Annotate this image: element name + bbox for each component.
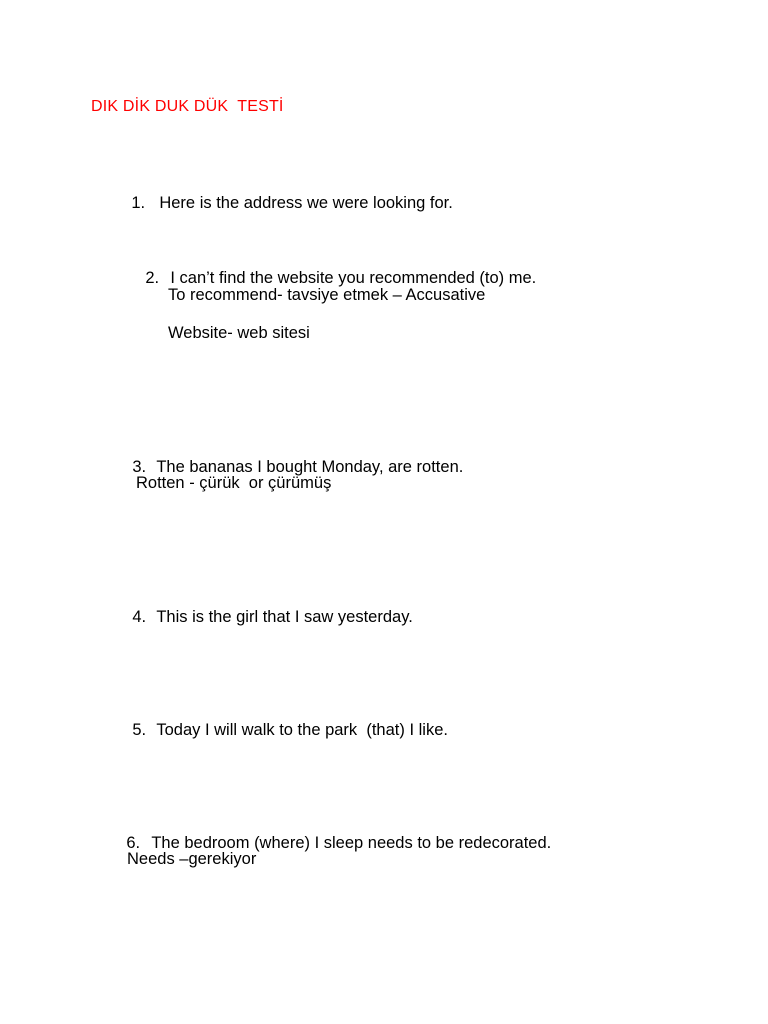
item-1-number: 1. [131, 194, 146, 212]
item-5 [114, 697, 448, 763]
item-2-text: I can’t find the website you recommended (to) me. [170, 269, 537, 287]
item-4-text: This is the girl that I saw yesterday. [156, 608, 413, 626]
item-2-note-2: Website- web sitesi [168, 324, 310, 342]
item-5-number: 5. [132, 721, 147, 739]
item-3-text: The bananas I bought Monday, are rotten. [156, 458, 464, 476]
item-6-text: The bedroom (where) I sleep needs to be redecorated. [151, 834, 552, 852]
item-1 [113, 170, 453, 236]
item-5-text: Today I will walk to the park (that) I like. [156, 721, 448, 739]
item-2-number: 2. [145, 269, 160, 287]
item-3-note-1: Rotten - çürük or çürümüş [136, 474, 332, 492]
item-2-note-1: To recommend- tavsiye etmek – Accusative [168, 286, 486, 304]
item-3-number: 3. [132, 458, 147, 476]
item-1-text: Here is the address we were looking for. [159, 194, 453, 212]
item-6-note-1: Needs –gerekiyor [127, 850, 257, 868]
test-title: DIK DİK DUK DÜK TESTİ [91, 98, 284, 115]
item-4 [114, 584, 413, 650]
item-4-number: 4. [132, 608, 147, 626]
item-6-number: 6. [126, 834, 141, 852]
